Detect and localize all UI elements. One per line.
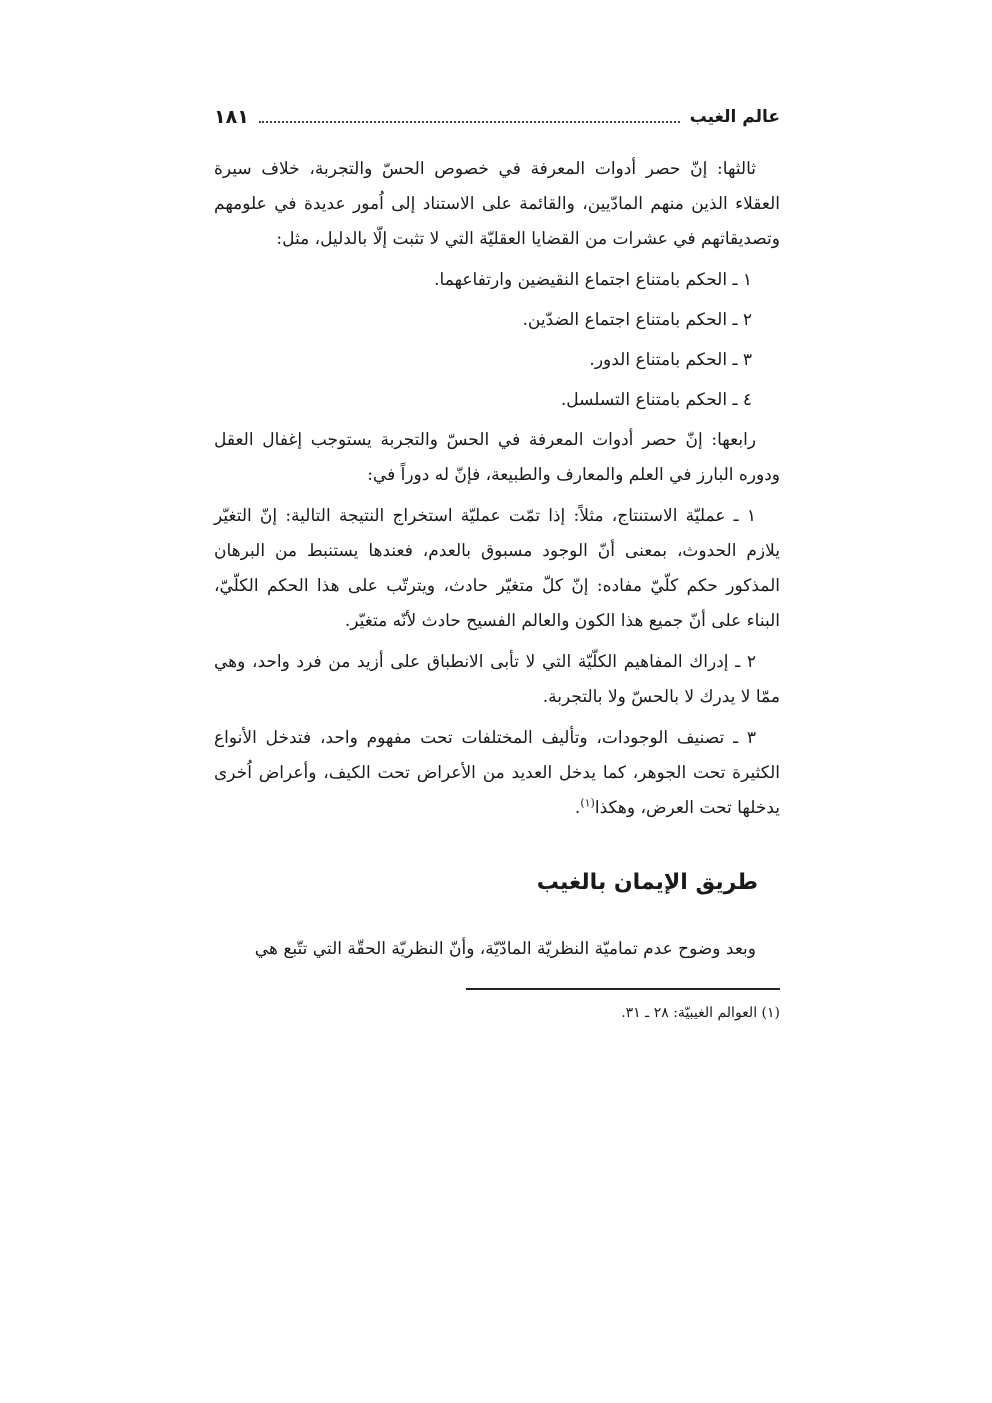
footnote-separator: [466, 988, 780, 990]
sentence-end: .: [574, 798, 581, 818]
list-item: ٣ ـ الحكم بامتناع الدور.: [589, 350, 752, 370]
classification-text: ٣ ـ تصنيف الوجودات، وتأليف المختلفات تحت مفهوم واحد، فتدخل الأنواع الكثيرة تحت الجوهر، كما يدخل العديد من الأعراض تحت الكيف، وأعراض اُخرى يدخلها تحت العرض، وهكذا: [214, 728, 780, 818]
paragraph-fourth-point: رابعها: إنّ حصر أدوات المعرفة في الحسّ والتجربة يستوجب إغفال العقل ودوره البارز في العلم والمعارف والطبيعة، فإنّ له دوراً في:: [214, 430, 780, 485]
footnote-reference[interactable]: (١): [580, 796, 595, 810]
page-number: ١٨١: [214, 106, 249, 128]
list-item: ٤ ـ الحكم بامتناع التسلسل.: [560, 390, 752, 410]
paragraph-deduction: ١ ـ عمليّة الاستنتاج، مثلاً: إذا تمّت عمليّة استخراج النتيجة التالية: إنّ التغيّر يلازم الحدوث، بمعنى أنّ الوجود مسبوق بالعدم، فعندها يستنبط من البرهان المذكور حكم كلّيّ مفاده: إنّ كلّ متغيّر حادث، ويترتّب على هذا الحكم الكلّيّ، البناء على أنّ جميع هذا الكون والعالم الفسيح حادث لأنّه متغيّر.: [214, 506, 780, 631]
paragraph-universal-concepts: ٢ ـ إدراك المفاهيم الكلّيّة التي لا تأبى الانطباق على أزيد من فرد واحد، وهي ممّا لا يدرك لا بالحسّ ولا بالتجربة.: [214, 652, 780, 707]
main-text: [214, 152, 780, 832]
paragraph-third-point: ثالثها: إنّ حصر أدوات المعرفة في خصوص الحسّ والتجربة، خلاف سيرة العقلاء الذين منهم المادّيين، والقائمة على الاستناد إلى اُمور عديدة في علومهم وتصديقاتهم في عشرات من القضايا العقليّة التي لا تثبت إلّا بالدليل، مثل:: [214, 159, 780, 249]
footnote: (١) العوالم الغيبيّة: ٢٨ ـ ٣١.: [621, 1005, 780, 1021]
list-item: ٢ ـ الحكم بامتناع اجتماع الضدّين.: [522, 310, 752, 330]
running-header: [214, 100, 780, 134]
paragraph-after-heading: وبعد وضوح عدم تماميّة النظريّة المادّيّة، وأنّ النظريّة الحقّة التي تتّبع هي: [254, 939, 756, 959]
section-heading: طريق الإيمان بالغيب: [536, 870, 758, 895]
running-title: عالم الغيب: [689, 107, 780, 127]
list-item: ١ ـ الحكم بامتناع اجتماع النقيضين وارتفاعهما.: [434, 270, 752, 290]
leader-dots: [259, 111, 680, 123]
paragraph-classification: [214, 721, 780, 826]
